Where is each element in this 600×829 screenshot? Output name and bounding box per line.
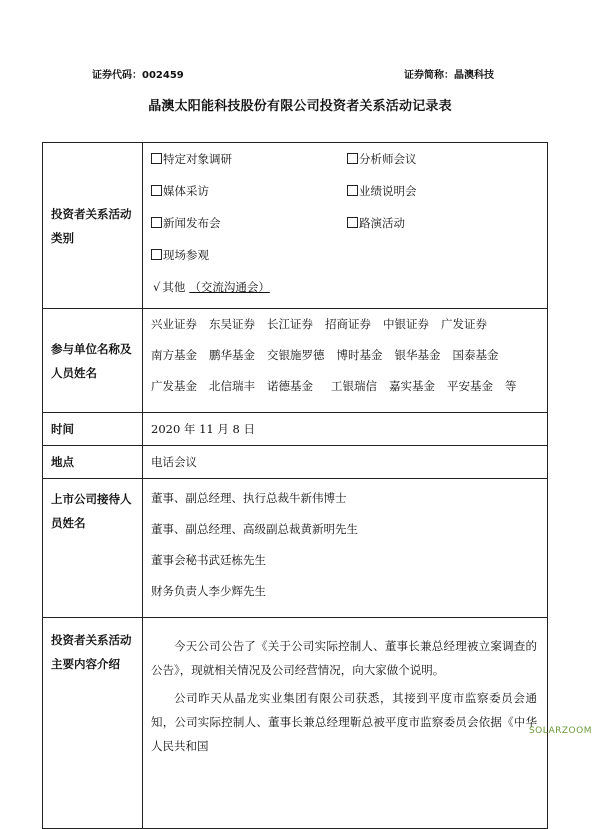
participants-line-3: 广发基金 北信瑞丰 诺德基金 工银瑞信 嘉实基金 平安基金 等 bbox=[151, 379, 517, 393]
reception-person: 董事、副总经理、执行总裁牛新伟博士 bbox=[151, 491, 347, 505]
option-press-conference: 新闻发布会 bbox=[151, 215, 221, 231]
checkbox-empty-icon bbox=[151, 217, 162, 228]
row-time bbox=[43, 413, 548, 446]
reception-person: 董事、副总经理、高级副总裁黄新明先生 bbox=[151, 522, 358, 536]
checkbox-empty-icon bbox=[347, 217, 358, 228]
watermark-logo: SOLARZOOM bbox=[528, 726, 592, 736]
participants-line-1: 兴业证券 东吴证券 长江证券 招商证券 中银证券 广发证券 bbox=[151, 317, 487, 331]
checkbox-empty-icon bbox=[151, 249, 162, 260]
time-label: 时间 bbox=[43, 413, 143, 446]
document-title: 晶澳太阳能科技股份有限公司投资者关系活动记录表 bbox=[148, 99, 452, 114]
other-detail: （交流沟通会） bbox=[189, 280, 270, 294]
checkbox-empty-icon bbox=[151, 185, 162, 196]
time-value: 2020 年 11 月 8 日 bbox=[143, 413, 548, 446]
option-site-visit: 现场参观 bbox=[151, 247, 209, 263]
option-roadshow: 路演活动 bbox=[347, 215, 405, 231]
reception-person: 董事会秘书武廷栋先生 bbox=[151, 553, 266, 567]
option-other: √ 其他 （交流沟通会） bbox=[153, 280, 270, 294]
row-activity-type bbox=[43, 143, 548, 309]
main-content-body bbox=[151, 618, 537, 758]
option-specific-research: 特定对象调研 bbox=[151, 151, 232, 167]
participants-line-2: 南方基金 鹏华基金 交银施罗德 博时基金 银华基金 国泰基金 bbox=[151, 348, 499, 362]
reception-label: 上市公司接待人员姓名 bbox=[43, 479, 143, 618]
place-value: 电话会议 bbox=[143, 446, 548, 479]
stock-short-name: 证券简称：晶澳科技 bbox=[404, 70, 494, 81]
row-participants bbox=[43, 309, 548, 413]
row-reception bbox=[43, 479, 548, 618]
main-content-label: 投资者关系活动主要内容介绍 bbox=[43, 618, 143, 829]
row-main-content bbox=[43, 618, 548, 829]
checkbox-empty-icon bbox=[151, 153, 162, 164]
reception-person: 财务负责人李少辉先生 bbox=[151, 584, 266, 598]
checkmark-icon: √ bbox=[153, 280, 161, 294]
reception-list bbox=[151, 479, 537, 607]
checkbox-empty-icon bbox=[347, 185, 358, 196]
content-paragraph: 公司昨天从晶龙实业集团有限公司获悉，其接到平度市监察委员会通知，公司实际控制人、董事长兼总经理靳总被平度市监察委员会依据《中华人民共和国 bbox=[151, 691, 537, 753]
record-table bbox=[42, 142, 548, 829]
place-label: 地点 bbox=[43, 446, 143, 479]
row-place bbox=[43, 446, 548, 479]
checkbox-empty-icon bbox=[347, 153, 358, 164]
stock-code: 证券代码：002459 bbox=[92, 70, 184, 81]
participants-label: 参与单位名称及人员姓名 bbox=[43, 309, 143, 413]
content-paragraph: 今天公司公告了《关于公司实际控制人、董事长兼总经理被立案调查的公告》，现就相关情况及公司经营情况，向大家做个说明。 bbox=[151, 639, 537, 677]
option-media-interview: 媒体采访 bbox=[151, 183, 209, 199]
activity-type-options bbox=[151, 143, 537, 308]
activity-type-label: 投资者关系活动类别 bbox=[43, 143, 143, 309]
option-analyst-meeting: 分析师会议 bbox=[347, 151, 417, 167]
option-results-briefing: 业绩说明会 bbox=[347, 183, 417, 199]
